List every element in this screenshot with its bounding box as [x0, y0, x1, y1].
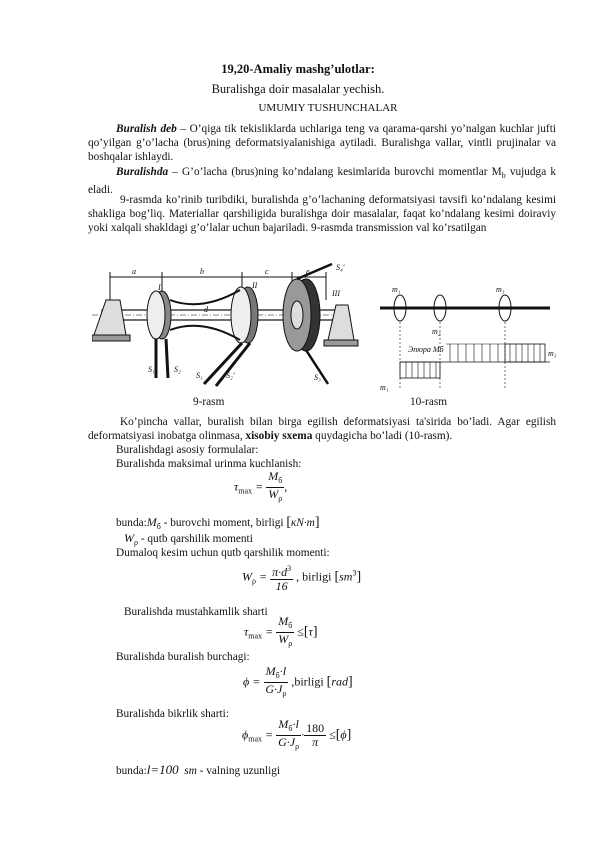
shaft-label-d: d	[204, 305, 208, 314]
dim-label-e: e	[306, 267, 310, 276]
formula-twist-angle: ϕ = $\frac{M_б\cdot l}{G\cdot J_\rho}$ ,birligi [rad]	[243, 664, 353, 698]
paragraph-fig9-intro: 9-rasmda ko’rinib turibdiki, buralishda g’o’lachaning deformatsiyasi tavsifi ko’ndalang kesimi shakliga bog’liq. Materiallar qarshiligida buralishga doir masalalar, faqat ko’ndalang kesimi doiraviy yoki xalqali shakldagi g’o’lalar uchun bajariladi. 9-rasmda transmission val ko’rsatilgan	[88, 194, 556, 234]
svg-text:S₁: S₁	[196, 371, 203, 380]
dim-label-b: b	[200, 267, 204, 276]
label-m2: m₂	[432, 327, 441, 336]
epure-positive-segment	[505, 344, 545, 362]
svg-text:S₄': S₄'	[336, 263, 345, 272]
svg-text:S₂: S₂	[174, 365, 181, 374]
paragraph-buralishda: Buralishda – G’o’lacha (brus)ning ko’ndalang kesimlarida burovchi momentlar $M_b$ vujudga k eladi.	[88, 166, 556, 196]
paragraph-scheme: Ko’pincha vallar, buralish bilan birga egilish deformatsiyasi ta'sirida bo’ladi. Agar egilish deformatsiyasi inobatga olinmasa, xisobiy sxema quydagicha bo’ladi (10-rasm).	[88, 416, 556, 442]
svg-text:S₂': S₂'	[226, 371, 235, 380]
line-twist-angle: Buralishda buralish burchagi:	[116, 651, 250, 663]
label-m3-value: m₃	[548, 349, 557, 358]
svg-text:S₁': S₁'	[148, 365, 157, 374]
formula-strength-condition: $\tau_{max}$ = $\frac{M_б}{W_\rho}$ ≤[τ]	[244, 614, 318, 648]
line-basic-formulas: Buralishdagi asosiy formulalar:	[116, 444, 259, 456]
label-m1-value: m₁	[380, 383, 389, 392]
formula-polar-modulus: $W_\rho$ = $\frac{\pi\cdot d^3}{16}$ , birligi $[sm^3]$	[242, 564, 362, 593]
epure-label: Эпюра Mб	[408, 345, 444, 354]
label-m3: m₃	[496, 285, 505, 294]
line-circle-section: Dumaloq kesim uchun qutb qarshilik momenti:	[116, 547, 330, 559]
formula-max-shear-stress: $\tau_{max}$ = $\frac{M_б}{W_\rho}$ ,	[234, 469, 288, 503]
line-max-stress: Buralishda maksimal urinma kuchlanish:	[116, 458, 302, 470]
formula-rigidity-condition: $\phi_{max}$ = $\frac{M_б\cdot l}{G\cdot J_\rho}$ · $\frac{180}{\pi}$ ≤[ϕ]	[242, 717, 352, 751]
definition-polar-modulus: $W_\rho$ - qutb qarshilik momenti	[124, 531, 253, 547]
figure-10-caption: 10-rasm	[410, 396, 448, 408]
dim-label-c: c	[265, 267, 269, 276]
figure-10-torque-diagram	[370, 280, 570, 398]
term-buralish: Buralish deb	[116, 123, 177, 135]
svg-text:S₃: S₃	[314, 373, 321, 382]
page-subtitle: Buralishga doir masalalar yechish.	[211, 82, 385, 96]
figure-9-transmission-shaft	[92, 260, 360, 388]
pulley-label-2: II	[252, 281, 258, 290]
bearing-left	[94, 300, 126, 335]
pulley-label-3: III	[332, 289, 340, 298]
section-heading: UMUMIY TUSHUNCHALAR	[258, 102, 398, 114]
label-m1: m₁	[392, 285, 401, 294]
definition-torque: $bunda:M_б$ - burovchi moment, birligi [кN·m]	[116, 515, 320, 531]
line-strength-condition: Buralishda mustahkamlik sharti	[124, 606, 268, 618]
pulley-label-1: I	[158, 283, 161, 292]
definition-length: bunda:l=100 sm - valning uzunligi	[116, 762, 281, 777]
figure-9-caption: 9-rasm	[193, 396, 225, 408]
paragraph-definition: Buralish deb – O’qiga tik tekisliklarda uchlariga teng va qarama-qarshi yo’nalgan kuchlar jufti qo’yilgan g’o’lacha (brus)ning deformatsiyalanishiga aytiladi. Buralishga vallar, vintli prujinalar va boshqalar ishlaydi.	[88, 123, 556, 163]
line-rigidity-condition: Buralishda bikrlik sharti:	[116, 708, 229, 720]
dim-label-a: a	[132, 267, 136, 276]
page-title: 19,20-Amaliy mashg’ulotlar:	[221, 62, 375, 76]
